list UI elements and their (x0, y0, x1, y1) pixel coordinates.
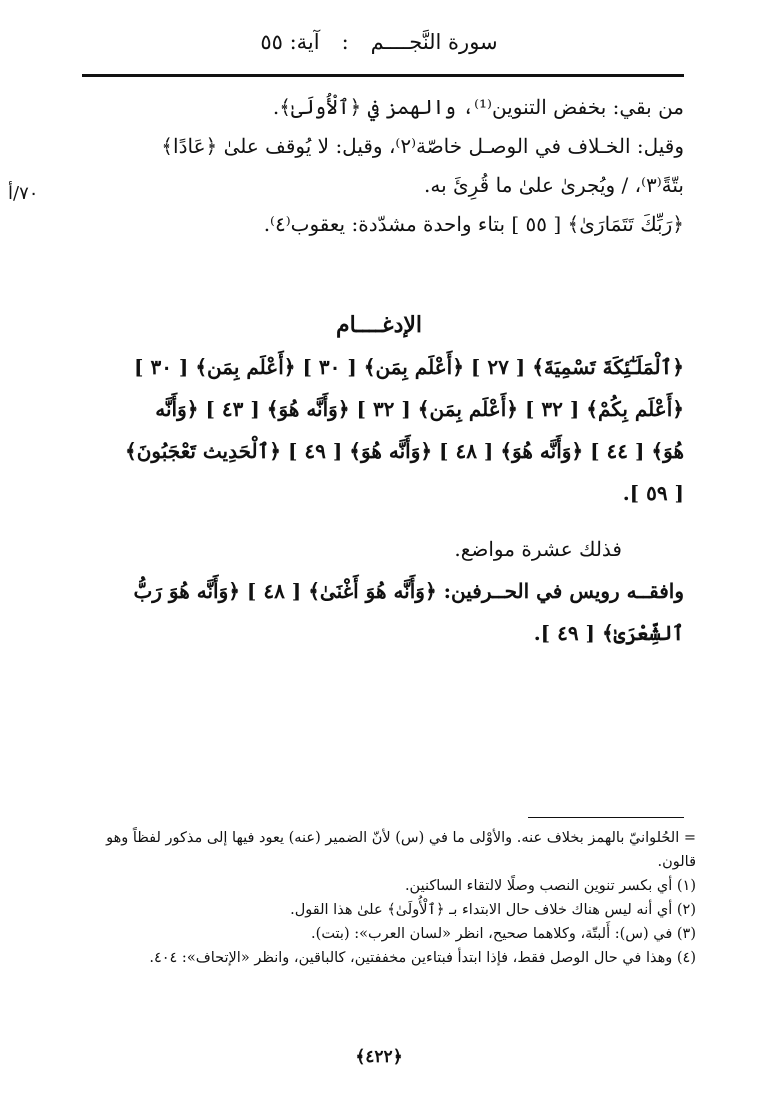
idgham-line: [ ٥٩ ]. (622, 481, 684, 505)
body-line: وقيل: الخـلاف في الوصـل خاصّة⁽٢⁾، وقيل: لا يُوقف علىٰ ﴿عَادًا﴾ (161, 134, 684, 158)
idgham-line: ﴿ٱلْمَلَـٰٓئِكَةَ تَسْمِيَةَ﴾ [ ٢٧ ] ﴿أَعْلَم بِمَن﴾ [ ٣٠ ] ﴿أَعْلَم بِمَن﴾ [ ٣٠ ] (134, 355, 684, 379)
section-title: الإدغــــام (335, 312, 423, 338)
summary-line: وافقــه رويس في الحــرفين: ﴿وَأَنَّه هُوَ أَغْنَىٰ﴾ [ ٤٨ ] ﴿وَأَنَّه هُوَ رَبُّ (133, 579, 684, 603)
footnote-line: قالون. (657, 854, 696, 870)
idgham-line: ﴿أَعْلَم بِكُمْ﴾ [ ٣٢ ] ﴿أَعْلَم بِمَن﴾ [ ٣٢ ] ﴿وَأَنَّه هُوَ﴾ [ ٤٣ ] ﴿وَأَنَّه (155, 397, 684, 421)
footnotes (60, 826, 696, 970)
footnote-line: (٤) وهذا في حال الوصل فقط، فإذا ابتدأ فبتاءين مخففتين، كالباقين، وانظر «الإتحاف»: ٤٠٤. (149, 950, 696, 966)
page-number: ﴿٤٢٢﴾ (355, 1047, 403, 1067)
header-rule (82, 74, 684, 77)
header-surah: سورة النَّجــــم (370, 30, 498, 54)
footnote-line: (١) أي بكسر تنوين النصب وصلًا لالتقاء الساكنين. (404, 878, 696, 894)
running-header (0, 30, 758, 54)
summary-line: فذلك عشرة مواضع. (454, 537, 622, 561)
footnote-rule (528, 817, 684, 818)
summary-text (60, 528, 684, 654)
footnote-line: (٣) في (س): أَلبتّة، وكلاهما صحيح، انظر «لسان العرب»: (بتت). (311, 926, 696, 942)
idgham-list (60, 346, 684, 514)
footnote-line: (٢) أي أنه ليس هناك خلاف حال الابتداء بـ ﴿ٱلْأُولَىٰ﴾ علىٰ هذا القول. (290, 902, 696, 918)
body-line: من بقي: بخفض التنوين⁽¹⁾، والهمز في ﴿ٱلْأُولَىٰ﴾. (272, 95, 684, 119)
body-line: ﴿رَبِّكَ تَتَمَارَىٰ﴾ [ ٥٥ ] بتاء واحدة مشدّدة: يعقوب⁽٤⁾. (263, 212, 684, 236)
manuscript-folio-note: ٧٠/أ (8, 183, 39, 204)
header-separator: : (341, 30, 349, 54)
body-line: بتّةً⁽٣⁾، / ويُجرىٰ علىٰ ما قُرِئَ به. (423, 173, 684, 197)
idgham-line: هُوَ﴾ [ ٤٤ ] ﴿وَأَنَّه هُوَ﴾ [ ٤٨ ] ﴿وَأَنَّه هُوَ﴾ [ ٤٩ ] ﴿ٱلْحَدِيث تَعْجَبُونَ﴾ (125, 439, 684, 463)
header-verse: آية: ٥٥ (260, 30, 320, 54)
footnote-line: = الحُلوانيّ بالهمز بخلاف عنه. والأوْلى ما في (س) لأنّ الضمير (عنه) يعود فيها إلى مذكور لفظاً وهو (106, 830, 696, 846)
summary-line: ٱلشِّعْرَىٰ﴾ [ ٤٩ ]. (533, 621, 684, 645)
main-text (60, 88, 684, 244)
